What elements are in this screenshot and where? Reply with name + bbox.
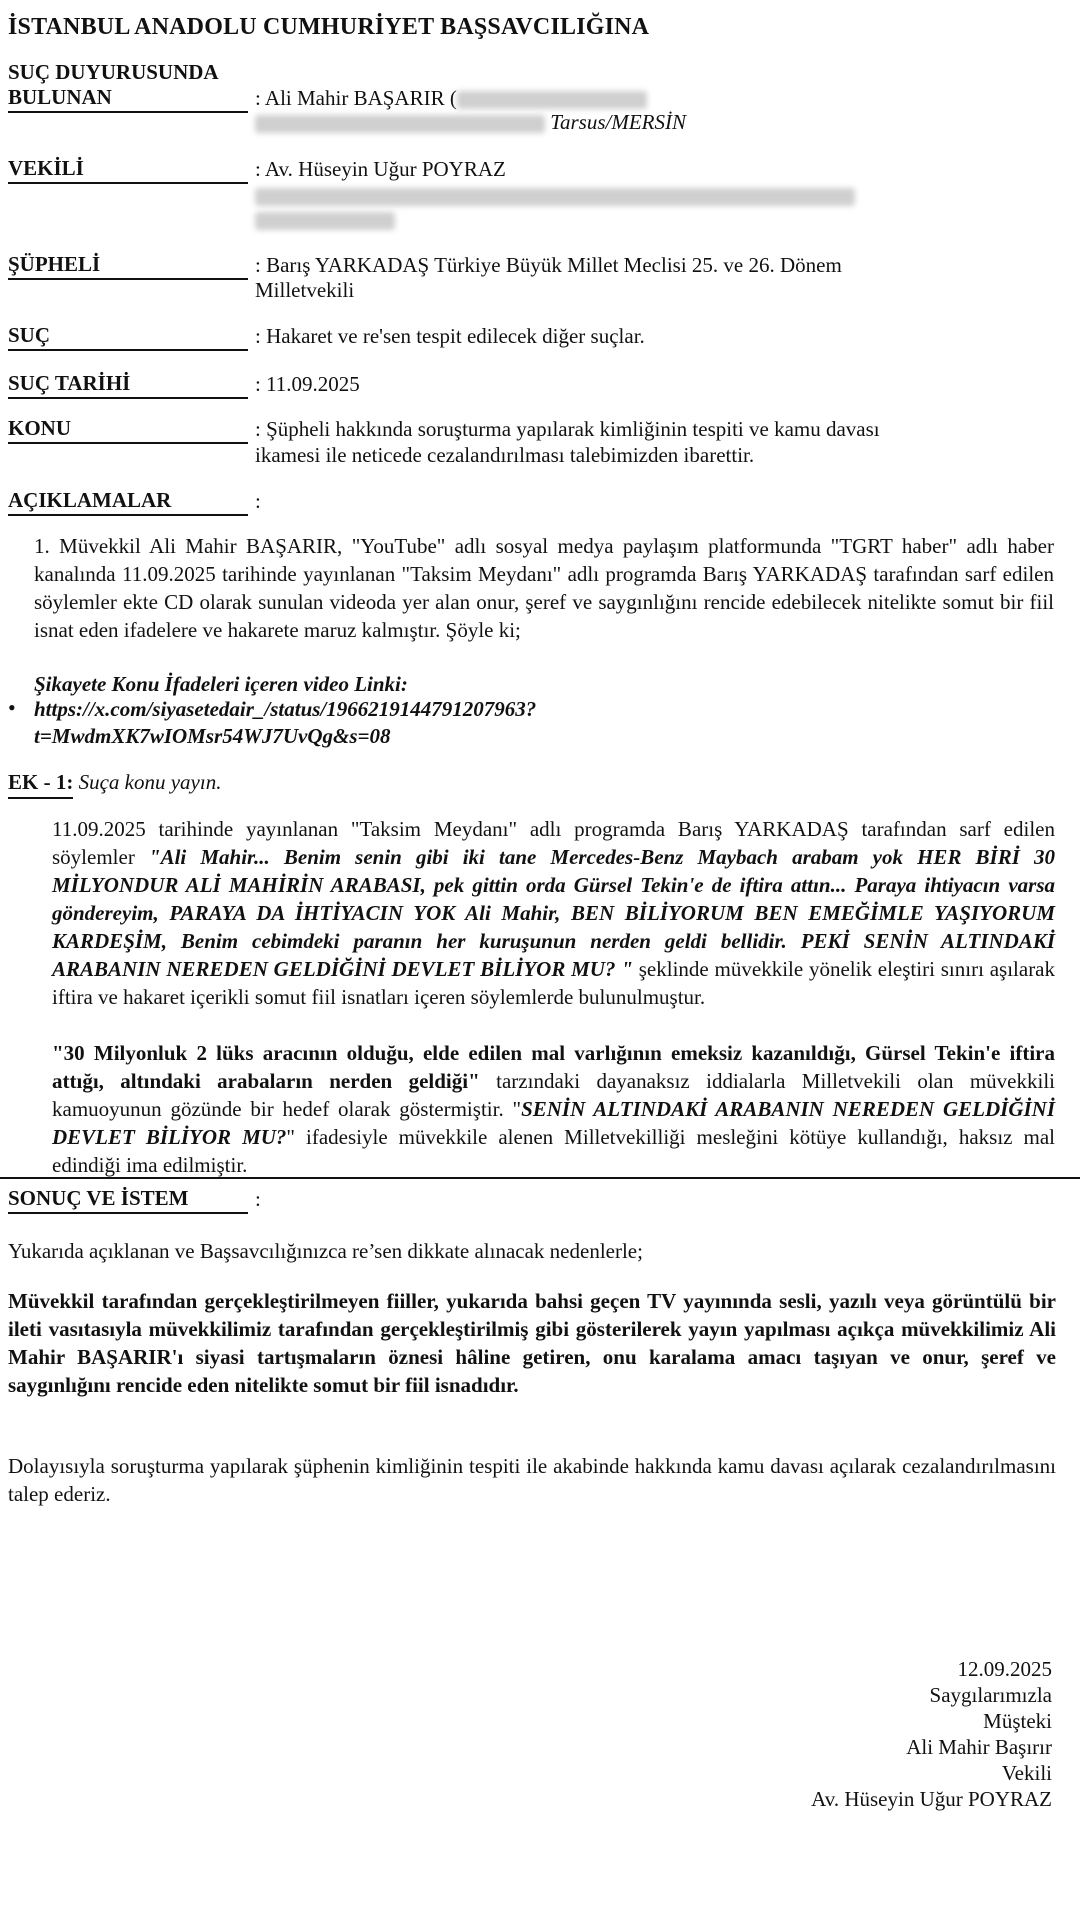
suspect-label-wrap — [8, 252, 248, 280]
explanations-label-wrap — [8, 488, 248, 516]
explanation-item-1: 1. Müvekkil Ali Mahir BAŞARIR, "YouTube" adlı sosyal medya paylaşım platformunda "TGRT haber" adlı haber kanalında 11.09.2025 tarihinde yayınlanan "Taksim Meydanı" adlı programda Barış YARKADAŞ tarafından sarf edilen söylemler ekte CD olarak sunulan videoda yer alan onur, şeref ve saygınlığını rencide edebilecek nitelikte somut bir fiil isnat eden ifadelere ve hakarete maruz kalmıştır. Şöyle ki; — [34, 534, 1054, 642]
attorney-address-1 — [255, 182, 1055, 209]
video-link-line-2[interactable]: t=MwdmXK7wIOMsr54WJ7UvQg&s=08 — [34, 724, 391, 748]
annex-p2-quote: "30 Milyonluk 2 lüks aracının olduğu, elde edilen mal varlığının emeksiz kazanıldığı, Gürsel Tekin'e iftira attığı, altındaki arabaların nerden geldiği" — [52, 1041, 1055, 1093]
signature-date: 12.09.2025 — [957, 1657, 1052, 1681]
suspect-label: ŞÜPHELİ — [8, 252, 248, 280]
complainant-address — [255, 109, 1055, 136]
annex-p1-quote: "Ali Mahir... Benim senin gibi iki tane Mercedes-Benz Maybach arabam yok HER BİRİ 30 MİLYONDUR ALİ MAHİRİN ARABASI, pek gittin orda Gürsel Tekin'e de iftira attın... Paraya ihtiyacın varsa göndereyim, PARAYA DA İHTİYACIN YOK Ali Mahir, BEN BİLİYORUM BEN EMEĞİMLE YAŞIYORUM KARDEŞİM, Benim cebimdeki paranın her kuruşunun nerden geldi bellidir. PEKİ SENİN ALTINDAKİ ARABANIN NEREDEN GELDİĞİNİ DEVLET BİLİYOR MU? " — [52, 845, 1056, 981]
signature-attorney-name: Av. Hüseyin Uğur POYRAZ — [811, 1787, 1052, 1811]
signature-role-complainant: Müşteki — [983, 1709, 1052, 1733]
crime-label-wrap — [8, 323, 248, 351]
signature-regards: Saygılarımızla — [929, 1683, 1052, 1707]
annex-paragraph-1 — [52, 815, 1055, 1011]
annex-label: EK - 1: — [8, 768, 73, 799]
result-paragraph-2: Müvekkil tarafından gerçekleştirilmeyen fiiller, yukarıda bahsi geçen TV yayınında sesli, yazılı veya görüntülü bir ileti vasıtasıyla müvekkilimiz tarafından gerçekleştirilmiş gibi gösterilerek yayın yapılması açıkça müvekkilimiz Ali Mahir BAŞARIR'ı siyasi tartışmaların öznesi hâline getiren, onu karalama amacı taşıyan ve onur, şeref ve saygınlığını rencide eden nitelikte somut bir fiil isnadıdır. — [8, 1289, 1056, 1397]
complainant-label-2-wrap — [8, 85, 248, 113]
redacted-block — [255, 115, 545, 133]
annex-p1-text-a: 11.09.2025 tarihinde yayınlanan "Taksim Meydanı" adlı programda Barış YARKADAŞ tarafından sarf edilen söylemler — [52, 817, 1055, 869]
annex-description: Suça konu yayın. — [78, 770, 222, 794]
result-colon: : — [255, 1187, 261, 1211]
signature-block — [811, 1656, 1052, 1812]
complainant-name: : Ali Mahir BAŞARIR ( — [255, 86, 457, 110]
section-divider — [0, 1177, 1080, 1179]
redacted-block — [255, 212, 395, 230]
attorney-label: VEKİLİ — [8, 156, 248, 184]
crime-date-value: : 11.09.2025 — [255, 372, 360, 396]
annex-p1-text-b: şeklinde müvekkile yönelik eleştiri sınırı aşılarak iftira ve hakaret içerikli somut fiil isnatları içeren söylemlerde bulunulmuştur. — [52, 957, 1056, 1009]
crime-date-label: SUÇ TARİHİ — [8, 371, 248, 399]
annex-paragraph-2 — [52, 1039, 1055, 1179]
crime-value: : Hakaret ve re'sen tespit edilecek diğer suçlar. — [255, 324, 645, 348]
annex-heading — [8, 768, 1058, 799]
page-title: İSTANBUL ANADOLU CUMHURİYET BAŞSAVCILIĞINA — [8, 14, 650, 40]
redacted-block — [255, 188, 855, 206]
video-link-line-1[interactable]: https://x.com/siyasetedair_/status/1966219144791207963? — [34, 697, 537, 721]
bullet-icon: • — [8, 695, 16, 720]
complainant-label-1: SUÇ DUYURUSUNDA — [8, 60, 219, 84]
explanations-colon: : — [255, 489, 261, 513]
annex-p2-quote-2: SENİN ALTINDAKİ ARABANIN NEREDEN GELDİĞİNİ DEVLET BİLİYOR MU? — [52, 1097, 1055, 1149]
attorney-label-wrap — [8, 156, 248, 184]
subject-label-wrap — [8, 416, 248, 444]
video-link-heading: Şikayete Konu İfadeleri içeren video Linki: — [34, 672, 408, 696]
subject-value-1: : Şüpheli hakkında soruşturma yapılarak kimliğinin tespiti ve kamu davası — [255, 417, 880, 441]
result-label: SONUÇ VE İSTEM — [8, 1186, 248, 1214]
complainant-city: Tarsus/MERSİN — [550, 110, 687, 134]
annex-p2-text-b: " ifadesiyle müvekkile alenen Milletvekilliği mesleğini kötüye kullandığı, haksız mal edindiği ima edilmiştir. — [52, 1125, 1056, 1177]
attorney-value: : Av. Hüseyin Uğur POYRAZ — [255, 157, 506, 181]
crime-date-label-wrap — [8, 371, 248, 399]
complainant-label-2: BULUNAN — [8, 85, 248, 113]
subject-label: KONU — [8, 416, 248, 444]
signature-role-attorney: Vekili — [1001, 1761, 1052, 1785]
annex-p2-text-a: tarzındaki dayanaksız iddialarla Milletvekili olan müvekkili kamuoyunun gözünde bir hedef olarak göstermiştir. " — [52, 1069, 1055, 1121]
result-label-wrap — [8, 1186, 248, 1214]
result-paragraph-1: Yukarıda açıklanan ve Başsavcılığınızca re’sen dikkate alınacak nedenlerle; — [8, 1239, 643, 1263]
explanations-label: AÇIKLAMALAR — [8, 488, 248, 516]
redacted-block — [457, 91, 647, 109]
crime-label: SUÇ — [8, 323, 248, 351]
attorney-address-2 — [255, 206, 1055, 233]
complainant-value — [255, 85, 1055, 112]
subject-value-2: ikamesi ile neticede cezalandırılması talebimizden ibarettir. — [255, 443, 755, 467]
result-paragraph-3: Dolayısıyla soruşturma yapılarak şüphenin kimliğinin tespiti ile akabinde hakkında kamu davası açılarak cezalandırılmasını talep ederiz. — [8, 1454, 1056, 1506]
suspect-value-2: Milletvekili — [255, 278, 355, 302]
suspect-value-1: : Barış YARKADAŞ Türkiye Büyük Millet Meclisi 25. ve 26. Dönem — [255, 253, 842, 277]
signature-complainant-name: Ali Mahir Başırır — [906, 1735, 1052, 1759]
